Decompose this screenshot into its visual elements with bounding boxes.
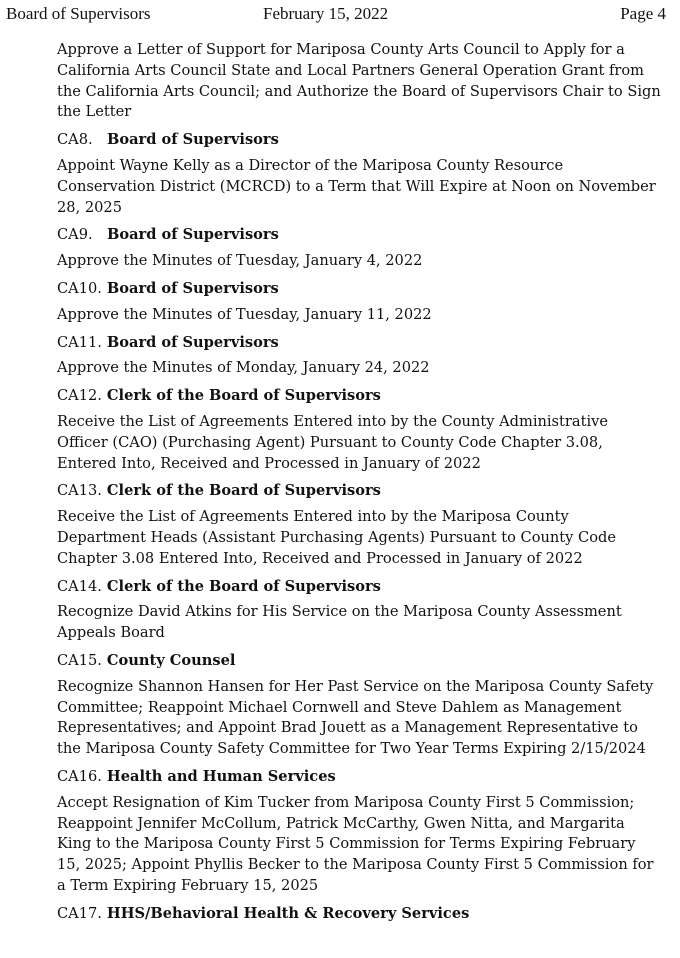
agenda-item-department: Clerk of the Board of Supervisors bbox=[106, 387, 381, 405]
agenda-item-department: County Counsel bbox=[106, 651, 236, 669]
agenda-item-ca16 bbox=[57, 767, 662, 897]
agenda-item-description: Approve the Minutes of Tuesday, January 4, 2022 bbox=[57, 252, 423, 270]
header-meeting-date: February 15, 2022 bbox=[263, 4, 389, 23]
agenda-item-ca12 bbox=[57, 386, 662, 474]
header-page-number: Page 4 bbox=[620, 4, 666, 23]
agenda-item-department: Board of Supervisors bbox=[107, 226, 279, 244]
agenda-item-description: Appoint Wayne Kelly as a Director of the Mariposa County Resource Conservation District (MCRCD) to a Term that Will Expire at Noon on November 28, 2025 bbox=[57, 156, 656, 216]
agenda-content bbox=[57, 40, 662, 924]
agenda-item-number: CA14. bbox=[57, 577, 102, 595]
agenda-item-heading bbox=[57, 279, 662, 300]
agenda-item-heading bbox=[57, 577, 662, 598]
agenda-item-ca15 bbox=[57, 651, 662, 760]
agenda-item-ca17 bbox=[57, 904, 662, 925]
agenda-item-department: Board of Supervisors bbox=[106, 333, 279, 351]
agenda-item-ca9 bbox=[57, 225, 662, 272]
agenda-item-number: CA15. bbox=[57, 651, 102, 669]
agenda-item-department: Health and Human Services bbox=[106, 767, 336, 785]
agenda-item-description: Receive the List of Agreements Entered into by the County Administrative Officer (CAO) (Purchasing Agent) Pursuant to County Code Chapter 3.08, Entered Into, Received and Processed in January of 2022 bbox=[57, 412, 608, 472]
agenda-item-number: CA12. bbox=[57, 387, 102, 405]
lead-paragraph: Approve a Letter of Support for Mariposa County Arts Council to Apply for a California Arts Council State and Local Partners General Operation Grant from the California Arts Council; and Authorize the Board of Supervisors Chair to Sign the Letter bbox=[57, 41, 661, 121]
agenda-item-department: Clerk of the Board of Supervisors bbox=[106, 577, 381, 595]
agenda-item-number: CA16. bbox=[57, 767, 102, 785]
agenda-item-number: CA13. bbox=[57, 482, 102, 500]
agenda-item-description: Recognize Shannon Hansen for Her Past Service on the Mariposa County Safety Committee; Reappoint Michael Cornwell and Steve Dahlem as Management Representatives; and Appoint Brad Jouett as a Management Representative to the Mariposa County Safety Committee for Two Year Terms Expiring 2/15/2024 bbox=[57, 677, 654, 758]
agenda-item-department: HHS/Behavioral Health & Recovery Services bbox=[106, 904, 470, 922]
agenda-item-description: Approve the Minutes of Monday, January 24, 2022 bbox=[57, 359, 430, 377]
agenda-item-department: Board of Supervisors bbox=[106, 279, 279, 297]
agenda-item-heading bbox=[57, 904, 662, 925]
agenda-item-number: CA9. bbox=[57, 226, 93, 244]
agenda-item-ca8 bbox=[57, 130, 662, 218]
agenda-item-heading bbox=[57, 130, 662, 151]
agenda-item-ca10 bbox=[57, 279, 662, 326]
agenda-item-description: Approve the Minutes of Tuesday, January 11, 2022 bbox=[57, 305, 432, 323]
agenda-item-number: CA10. bbox=[57, 279, 102, 297]
agenda-item-heading bbox=[57, 333, 662, 354]
agenda-item-department: Clerk of the Board of Supervisors bbox=[106, 482, 381, 500]
header-board-name: Board of Supervisors bbox=[6, 4, 151, 23]
agenda-item-ca11 bbox=[57, 333, 662, 380]
agenda-item-heading bbox=[57, 651, 662, 672]
agenda-item-ca13 bbox=[57, 481, 662, 569]
agenda-item-description: Receive the List of Agreements Entered into by the Mariposa County Department Heads (Assistant Purchasing Agents) Pursuant to County Code Chapter 3.08 Entered Into, Received and Processed in January of 2022 bbox=[57, 508, 616, 567]
agenda-item-number: CA8. bbox=[57, 131, 93, 149]
agenda-item-ca14 bbox=[57, 577, 662, 644]
agenda-item-heading bbox=[57, 225, 662, 246]
agenda-item-number: CA11. bbox=[57, 333, 102, 351]
agenda-item-heading bbox=[57, 386, 662, 407]
agenda-item-number: CA17. bbox=[57, 904, 102, 922]
agenda-item-department: Board of Supervisors bbox=[107, 131, 279, 149]
agenda-item-description: Recognize David Atkins for His Service on the Mariposa County Assessment Appeals Board bbox=[57, 603, 622, 642]
page-header bbox=[0, 0, 680, 26]
agenda-item-description: Accept Resignation of Kim Tucker from Mariposa County First 5 Commission; Reappoint Jennifer McCollum, Patrick McCarthy, Gwen Nitta, and Margarita King to the Mariposa County First 5 Commission for Terms Expiring February 15, 2025; Appoint Phyllis Becker to the Mariposa County First 5 Commission for a Term Expiring February 15, 2025 bbox=[57, 793, 654, 894]
agenda-item-heading bbox=[57, 767, 662, 788]
agenda-item-heading bbox=[57, 481, 662, 502]
